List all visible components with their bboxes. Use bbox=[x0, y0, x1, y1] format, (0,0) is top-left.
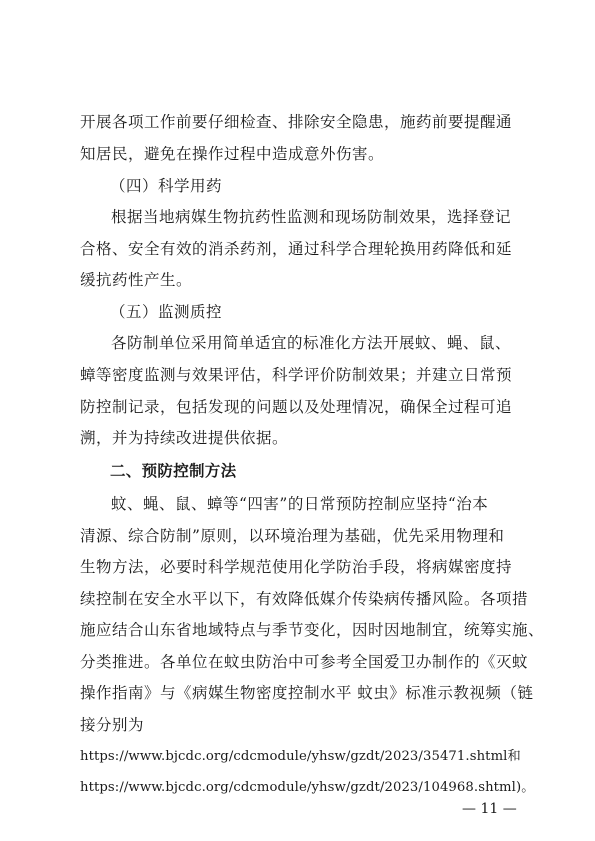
body-text-line: 合格、安全有效的消杀药剂，通过科学合理轮换用药降低和延 bbox=[80, 240, 513, 258]
body-text-line: 蟑等密度监测与效果评估，科学评价防制效果；并建立日常预 bbox=[80, 366, 513, 384]
body-text-line: 分类推进。各单位在蚊虫防治中可参考全国爱卫办制作的《灭蚊 bbox=[80, 653, 529, 671]
body-text-line: 操作指南》与《病媒生物密度控制水平 蚊虫》标准示教视频（链 bbox=[80, 684, 534, 702]
subsection-heading: （五）监测质控 bbox=[110, 303, 223, 321]
body-text-line: 蚊、蝇、鼠、蟑等“四害”的日常预防控制应坚持“治本 bbox=[111, 495, 489, 513]
subsection-heading: （四）科学用药 bbox=[110, 177, 223, 195]
body-text-line: 续控制在安全水平以下，有效降低媒介传染病传播风险。各项措 bbox=[80, 590, 529, 608]
body-text-line: 知居民，避免在操作过程中造成意外伤害。 bbox=[80, 145, 385, 163]
body-text-line: 防控制记录，包括发现的问题以及处理情况，确保全过程可追 bbox=[80, 398, 513, 416]
body-text-line: 缓抗药性产生。 bbox=[80, 271, 193, 289]
body-text-line: 生物方法，必要时科学规范使用化学防治手段，将病媒密度持 bbox=[80, 558, 513, 576]
body-text-line: 溯，并为持续改进提供依据。 bbox=[80, 429, 289, 447]
url-line: https://www.bjcdc.org/cdcmodule/yhsw/gzdt/2023/104968.shtml)。 bbox=[80, 780, 535, 795]
section-heading: 二、预防控制方法 bbox=[110, 462, 237, 480]
body-text-line: 接分别为 bbox=[80, 716, 145, 734]
body-text-line: 根据当地病媒生物抗药性监测和现场防制效果，选择登记 bbox=[111, 208, 512, 226]
body-text-line: 施应结合山东省地域特点与季节变化，因时因地制宜，统筹实施、 bbox=[80, 621, 545, 639]
page-number: — 11 — bbox=[462, 801, 517, 817]
body-text-line: 各防制单位采用简单适宜的标准化方法开展蚊、蝇、鼠、 bbox=[111, 334, 512, 352]
url-line: https://www.bjcdc.org/cdcmodule/yhsw/gzdt/2023/35471.shtml和 bbox=[80, 749, 521, 764]
body-text-line: 清源、综合防制”原则，以环境治理为基础，优先采用物理和 bbox=[80, 527, 505, 545]
body-text-line: 开展各项工作前要仔细检查、排除安全隐患，施药前要提醒通 bbox=[80, 113, 513, 131]
